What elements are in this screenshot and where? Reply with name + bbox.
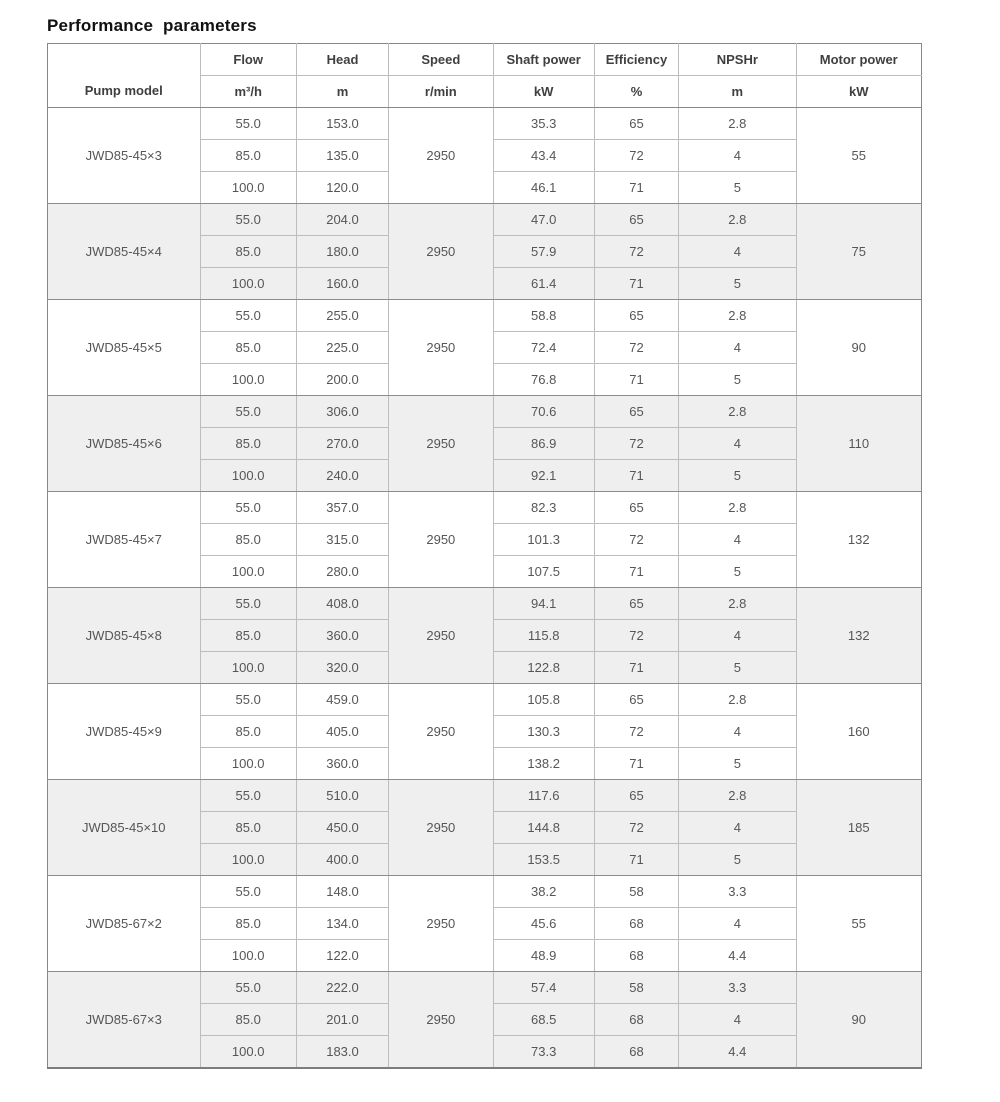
npshr-cell: 4	[679, 236, 796, 268]
head-cell: 200.0	[296, 364, 388, 396]
shaft-power-cell: 73.3	[493, 1036, 594, 1069]
flow-cell: 85.0	[200, 620, 296, 652]
table-row	[48, 108, 922, 140]
pump-model-cell: JWD85-45×7	[48, 492, 201, 588]
head-cell: 225.0	[296, 332, 388, 364]
speed-cell: 2950	[389, 396, 493, 492]
efficiency-cell: 68	[594, 940, 678, 972]
shaft-power-cell: 47.0	[493, 204, 594, 236]
table-header	[48, 44, 922, 108]
shaft-power-cell: 115.8	[493, 620, 594, 652]
efficiency-cell: 72	[594, 428, 678, 460]
efficiency-cell: 72	[594, 236, 678, 268]
shaft-power-cell: 107.5	[493, 556, 594, 588]
head-cell: 204.0	[296, 204, 388, 236]
pump-model-cell: JWD85-45×3	[48, 108, 201, 204]
shaft-power-cell: 153.5	[493, 844, 594, 876]
flow-cell: 100.0	[200, 556, 296, 588]
efficiency-cell: 65	[594, 108, 678, 140]
flow-cell: 100.0	[200, 172, 296, 204]
flow-cell: 55.0	[200, 684, 296, 716]
efficiency-cell: 71	[594, 652, 678, 684]
head-cell: 240.0	[296, 460, 388, 492]
column-header-pump-model: Pump model	[48, 44, 201, 108]
shaft-power-cell: 35.3	[493, 108, 594, 140]
pump-model-cell: JWD85-45×9	[48, 684, 201, 780]
speed-cell: 2950	[389, 876, 493, 972]
column-header-npshr: NPSHr	[679, 44, 796, 76]
page-title: Performance parameters	[47, 16, 257, 35]
npshr-cell: 4	[679, 908, 796, 940]
flow-cell: 100.0	[200, 940, 296, 972]
npshr-cell: 3.3	[679, 972, 796, 1004]
npshr-cell: 4.4	[679, 940, 796, 972]
flow-cell: 100.0	[200, 364, 296, 396]
motor-power-cell: 75	[796, 204, 921, 300]
npshr-cell: 2.8	[679, 204, 796, 236]
head-cell: 160.0	[296, 268, 388, 300]
unit-efficiency: %	[594, 76, 678, 108]
motor-power-cell: 90	[796, 300, 921, 396]
table-row	[48, 300, 922, 332]
efficiency-cell: 71	[594, 460, 678, 492]
shaft-power-cell: 70.6	[493, 396, 594, 428]
npshr-cell: 4	[679, 812, 796, 844]
shaft-power-cell: 92.1	[493, 460, 594, 492]
npshr-cell: 5	[679, 556, 796, 588]
efficiency-cell: 68	[594, 908, 678, 940]
npshr-cell: 4	[679, 524, 796, 556]
column-header-head: Head	[296, 44, 388, 76]
motor-power-cell: 90	[796, 972, 921, 1069]
head-cell: 357.0	[296, 492, 388, 524]
npshr-cell: 5	[679, 172, 796, 204]
speed-cell: 2950	[389, 684, 493, 780]
pump-model-cell: JWD85-45×8	[48, 588, 201, 684]
column-header-speed: Speed	[389, 44, 493, 76]
flow-cell: 55.0	[200, 780, 296, 812]
efficiency-cell: 58	[594, 972, 678, 1004]
efficiency-cell: 65	[594, 780, 678, 812]
head-cell: 120.0	[296, 172, 388, 204]
efficiency-cell: 72	[594, 620, 678, 652]
speed-cell: 2950	[389, 492, 493, 588]
shaft-power-cell: 122.8	[493, 652, 594, 684]
npshr-cell: 5	[679, 268, 796, 300]
efficiency-cell: 58	[594, 876, 678, 908]
table-row	[48, 684, 922, 716]
efficiency-cell: 65	[594, 396, 678, 428]
npshr-cell: 2.8	[679, 396, 796, 428]
flow-cell: 100.0	[200, 652, 296, 684]
column-header-efficiency: Efficiency	[594, 44, 678, 76]
table-row	[48, 972, 922, 1004]
head-cell: 400.0	[296, 844, 388, 876]
flow-cell: 55.0	[200, 492, 296, 524]
motor-power-cell: 110	[796, 396, 921, 492]
pump-model-cell: JWD85-45×5	[48, 300, 201, 396]
shaft-power-cell: 86.9	[493, 428, 594, 460]
shaft-power-cell: 138.2	[493, 748, 594, 780]
speed-cell: 2950	[389, 108, 493, 204]
efficiency-cell: 72	[594, 140, 678, 172]
efficiency-cell: 68	[594, 1036, 678, 1069]
npshr-cell: 5	[679, 844, 796, 876]
head-cell: 510.0	[296, 780, 388, 812]
head-cell: 222.0	[296, 972, 388, 1004]
npshr-cell: 4	[679, 620, 796, 652]
unit-head: m	[296, 76, 388, 108]
npshr-cell: 4	[679, 1004, 796, 1036]
table-row	[48, 492, 922, 524]
flow-cell: 55.0	[200, 876, 296, 908]
flow-cell: 100.0	[200, 748, 296, 780]
head-cell: 255.0	[296, 300, 388, 332]
flow-cell: 55.0	[200, 972, 296, 1004]
npshr-cell: 3.3	[679, 876, 796, 908]
pump-model-cell: JWD85-45×10	[48, 780, 201, 876]
head-cell: 183.0	[296, 1036, 388, 1069]
flow-cell: 85.0	[200, 908, 296, 940]
head-cell: 122.0	[296, 940, 388, 972]
head-cell: 360.0	[296, 620, 388, 652]
unit-motor-power: kW	[796, 76, 921, 108]
speed-cell: 2950	[389, 300, 493, 396]
head-cell: 135.0	[296, 140, 388, 172]
shaft-power-cell: 117.6	[493, 780, 594, 812]
head-cell: 320.0	[296, 652, 388, 684]
motor-power-cell: 55	[796, 876, 921, 972]
npshr-cell: 2.8	[679, 684, 796, 716]
head-cell: 405.0	[296, 716, 388, 748]
efficiency-cell: 72	[594, 524, 678, 556]
npshr-cell: 4	[679, 716, 796, 748]
flow-cell: 85.0	[200, 140, 296, 172]
npshr-cell: 2.8	[679, 108, 796, 140]
head-cell: 201.0	[296, 1004, 388, 1036]
efficiency-cell: 65	[594, 588, 678, 620]
speed-cell: 2950	[389, 972, 493, 1069]
npshr-cell: 5	[679, 364, 796, 396]
shaft-power-cell: 61.4	[493, 268, 594, 300]
head-cell: 148.0	[296, 876, 388, 908]
shaft-power-cell: 48.9	[493, 940, 594, 972]
pump-model-cell: JWD85-45×4	[48, 204, 201, 300]
motor-power-cell: 132	[796, 492, 921, 588]
head-cell: 459.0	[296, 684, 388, 716]
flow-cell: 55.0	[200, 396, 296, 428]
head-cell: 360.0	[296, 748, 388, 780]
head-cell: 315.0	[296, 524, 388, 556]
unit-speed: r/min	[389, 76, 493, 108]
speed-cell: 2950	[389, 204, 493, 300]
shaft-power-cell: 72.4	[493, 332, 594, 364]
table-body	[48, 108, 922, 1069]
flow-cell: 85.0	[200, 236, 296, 268]
pump-model-cell: JWD85-67×2	[48, 876, 201, 972]
flow-cell: 100.0	[200, 844, 296, 876]
efficiency-cell: 65	[594, 492, 678, 524]
efficiency-cell: 71	[594, 268, 678, 300]
flow-cell: 100.0	[200, 460, 296, 492]
efficiency-cell: 68	[594, 1004, 678, 1036]
flow-cell: 85.0	[200, 812, 296, 844]
table-row	[48, 876, 922, 908]
npshr-cell: 5	[679, 460, 796, 492]
npshr-cell: 4	[679, 428, 796, 460]
column-header-flow: Flow	[200, 44, 296, 76]
motor-power-cell: 185	[796, 780, 921, 876]
head-cell: 134.0	[296, 908, 388, 940]
shaft-power-cell: 57.4	[493, 972, 594, 1004]
pump-model-cell: JWD85-67×3	[48, 972, 201, 1069]
shaft-power-cell: 46.1	[493, 172, 594, 204]
head-cell: 450.0	[296, 812, 388, 844]
npshr-cell: 4	[679, 140, 796, 172]
efficiency-cell: 71	[594, 844, 678, 876]
npshr-cell: 2.8	[679, 492, 796, 524]
motor-power-cell: 160	[796, 684, 921, 780]
head-cell: 180.0	[296, 236, 388, 268]
flow-cell: 55.0	[200, 588, 296, 620]
shaft-power-cell: 43.4	[493, 140, 594, 172]
flow-cell: 55.0	[200, 108, 296, 140]
efficiency-cell: 72	[594, 812, 678, 844]
table-row	[48, 588, 922, 620]
table-row	[48, 204, 922, 236]
shaft-power-cell: 68.5	[493, 1004, 594, 1036]
flow-cell: 55.0	[200, 204, 296, 236]
speed-cell: 2950	[389, 780, 493, 876]
head-cell: 270.0	[296, 428, 388, 460]
unit-npshr: m	[679, 76, 796, 108]
shaft-power-cell: 144.8	[493, 812, 594, 844]
npshr-cell: 2.8	[679, 588, 796, 620]
flow-cell: 85.0	[200, 428, 296, 460]
efficiency-cell: 72	[594, 716, 678, 748]
table-row	[48, 396, 922, 428]
npshr-cell: 4	[679, 332, 796, 364]
npshr-cell: 2.8	[679, 780, 796, 812]
flow-cell: 85.0	[200, 1004, 296, 1036]
shaft-power-cell: 57.9	[493, 236, 594, 268]
efficiency-cell: 71	[594, 364, 678, 396]
unit-flow: m³/h	[200, 76, 296, 108]
efficiency-cell: 71	[594, 172, 678, 204]
flow-cell: 85.0	[200, 716, 296, 748]
npshr-cell: 2.8	[679, 300, 796, 332]
flow-cell: 100.0	[200, 268, 296, 300]
flow-cell: 85.0	[200, 524, 296, 556]
flow-cell: 100.0	[200, 1036, 296, 1069]
flow-cell: 85.0	[200, 332, 296, 364]
header-label-row	[48, 44, 922, 76]
performance-parameters-table	[47, 43, 922, 1069]
pump-model-cell: JWD85-45×6	[48, 396, 201, 492]
shaft-power-cell: 94.1	[493, 588, 594, 620]
table-row	[48, 780, 922, 812]
head-cell: 408.0	[296, 588, 388, 620]
shaft-power-cell: 38.2	[493, 876, 594, 908]
head-cell: 280.0	[296, 556, 388, 588]
motor-power-cell: 55	[796, 108, 921, 204]
efficiency-cell: 65	[594, 684, 678, 716]
efficiency-cell: 65	[594, 300, 678, 332]
motor-power-cell: 132	[796, 588, 921, 684]
shaft-power-cell: 45.6	[493, 908, 594, 940]
efficiency-cell: 65	[594, 204, 678, 236]
efficiency-cell: 71	[594, 748, 678, 780]
flow-cell: 55.0	[200, 300, 296, 332]
head-cell: 306.0	[296, 396, 388, 428]
efficiency-cell: 72	[594, 332, 678, 364]
npshr-cell: 5	[679, 748, 796, 780]
shaft-power-cell: 130.3	[493, 716, 594, 748]
column-header-shaft-power: Shaft power	[493, 44, 594, 76]
shaft-power-cell: 58.8	[493, 300, 594, 332]
shaft-power-cell: 76.8	[493, 364, 594, 396]
unit-shaft-power: kW	[493, 76, 594, 108]
head-cell: 153.0	[296, 108, 388, 140]
shaft-power-cell: 82.3	[493, 492, 594, 524]
npshr-cell: 5	[679, 652, 796, 684]
shaft-power-cell: 101.3	[493, 524, 594, 556]
speed-cell: 2950	[389, 588, 493, 684]
npshr-cell: 4.4	[679, 1036, 796, 1069]
column-header-motor-power: Motor power	[796, 44, 921, 76]
shaft-power-cell: 105.8	[493, 684, 594, 716]
efficiency-cell: 71	[594, 556, 678, 588]
